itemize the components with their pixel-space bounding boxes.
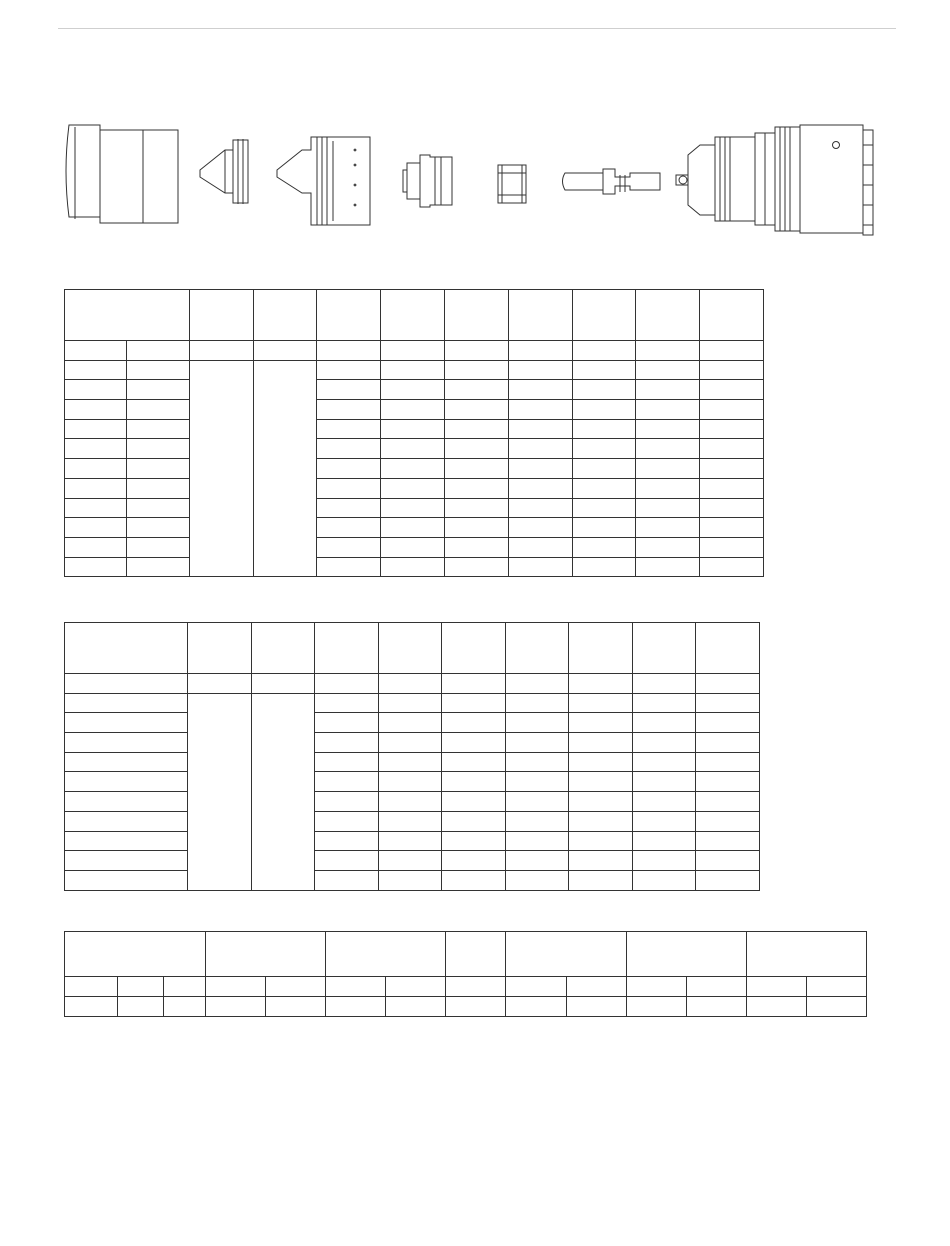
table-cell	[635, 518, 699, 538]
table-1-header-cell	[381, 290, 445, 341]
table-cell	[65, 360, 127, 380]
table-cell	[315, 870, 379, 890]
torch-parts-illustration	[55, 115, 930, 245]
table-cell	[379, 831, 442, 851]
table-cell	[386, 977, 446, 997]
table-cell	[127, 439, 190, 459]
table-cell	[445, 537, 508, 557]
table-cell	[127, 518, 190, 538]
table-cell	[508, 400, 572, 420]
table-2-header-cell	[633, 623, 696, 674]
table-cell	[381, 341, 445, 361]
table-row	[65, 439, 764, 459]
table-cell	[633, 792, 696, 812]
table-1-header-cell	[445, 290, 508, 341]
table-cell	[379, 693, 442, 713]
table-cell	[317, 439, 381, 459]
table-row	[65, 478, 764, 498]
table-cell	[508, 498, 572, 518]
data-table-3	[64, 931, 867, 1017]
table-3-header-cell	[626, 932, 746, 977]
table-3-header-cell	[746, 932, 866, 977]
table-cell	[699, 557, 763, 577]
table-cell	[569, 870, 633, 890]
table-cell	[572, 459, 635, 479]
table-3-header-cell	[65, 932, 206, 977]
table-cell	[572, 400, 635, 420]
table-cell	[315, 811, 379, 831]
table-cell	[699, 341, 763, 361]
table-merged-cell	[188, 693, 252, 890]
table-cell	[65, 977, 118, 997]
table-1-header-cell	[65, 290, 190, 341]
table-2-header-cell	[188, 623, 252, 674]
table-cell	[315, 851, 379, 871]
table-cell	[699, 498, 763, 518]
table-cell	[446, 977, 506, 997]
table-cell	[317, 459, 381, 479]
table-cell	[635, 498, 699, 518]
table-cell	[442, 831, 506, 851]
table-cell	[317, 478, 381, 498]
table-cell	[315, 693, 379, 713]
table-row	[65, 792, 760, 812]
table-cell	[806, 977, 866, 997]
table-cell	[508, 478, 572, 498]
table-cell	[317, 380, 381, 400]
table-cell	[118, 997, 164, 1017]
table-row	[65, 341, 764, 361]
table-row	[65, 498, 764, 518]
table-1-header-cell	[254, 290, 317, 341]
nozzle-with-cap-drawing	[277, 137, 370, 225]
table-cell	[326, 997, 386, 1017]
table-cell	[508, 518, 572, 538]
table-cell	[252, 674, 315, 694]
table-cell	[506, 772, 569, 792]
table-cell	[317, 557, 381, 577]
table-cell	[65, 752, 188, 772]
table-cell	[315, 674, 379, 694]
table-cell	[635, 341, 699, 361]
table-cell	[572, 478, 635, 498]
table-cell	[699, 439, 763, 459]
table-cell	[696, 713, 760, 733]
table-row	[65, 459, 764, 479]
table-cell	[127, 498, 190, 518]
table-3-header-cell	[326, 932, 446, 977]
table-cell	[127, 419, 190, 439]
table-cell	[445, 439, 508, 459]
table-cell	[317, 360, 381, 380]
table-cell	[506, 977, 566, 997]
table-cell	[633, 752, 696, 772]
table-cell	[572, 360, 635, 380]
table-cell	[381, 419, 445, 439]
table-cell	[566, 977, 626, 997]
table-cell	[206, 997, 266, 1017]
table-cell	[442, 870, 506, 890]
table-cell	[65, 419, 127, 439]
table-cell	[381, 518, 445, 538]
table-cell	[699, 478, 763, 498]
table-cell	[699, 518, 763, 538]
table-cell	[381, 459, 445, 479]
table-cell	[569, 831, 633, 851]
table-cell	[569, 674, 633, 694]
table-cell	[379, 772, 442, 792]
table-cell	[566, 997, 626, 1017]
table-cell	[442, 752, 506, 772]
table-cell	[127, 380, 190, 400]
table-cell	[445, 557, 508, 577]
nozzle-drawing	[403, 155, 452, 207]
table-cell	[572, 380, 635, 400]
table-cell	[127, 478, 190, 498]
table-3-header-cell	[506, 932, 626, 977]
electrode-drawing	[563, 169, 661, 194]
table-row	[65, 557, 764, 577]
table-cell	[699, 459, 763, 479]
table-subheader-row	[65, 977, 867, 997]
table-1-header-cell	[508, 290, 572, 341]
table-cell	[633, 733, 696, 753]
swirl-ring-drawing	[498, 165, 526, 203]
table-cell	[445, 380, 508, 400]
table-cell	[381, 380, 445, 400]
table-cell	[508, 557, 572, 577]
table-cell	[696, 693, 760, 713]
table-cell	[317, 537, 381, 557]
table-cell	[65, 831, 188, 851]
table-cell	[633, 693, 696, 713]
table-cell	[317, 419, 381, 439]
table-cell	[572, 557, 635, 577]
table-cell	[506, 851, 569, 871]
table-1-header-cell	[190, 290, 254, 341]
table-cell	[317, 400, 381, 420]
table-cell	[127, 341, 190, 361]
table-cell	[65, 459, 127, 479]
table-cell	[127, 400, 190, 420]
table-cell	[65, 400, 127, 420]
table-cell	[686, 977, 746, 997]
table-row	[65, 752, 760, 772]
table-2-header-cell	[379, 623, 442, 674]
table-row	[65, 811, 760, 831]
table-cell	[164, 977, 206, 997]
table-cell	[266, 997, 326, 1017]
table-cell	[445, 419, 508, 439]
table-cell	[635, 557, 699, 577]
table-cell	[254, 341, 317, 361]
table-cell	[65, 341, 127, 361]
table-cell	[508, 380, 572, 400]
table-cell	[65, 674, 188, 694]
table-cell	[506, 831, 569, 851]
table-cell	[445, 518, 508, 538]
table-cell	[381, 360, 445, 380]
table-cell	[381, 439, 445, 459]
table-cell	[317, 498, 381, 518]
table-cell	[699, 400, 763, 420]
table-2-header-cell	[696, 623, 760, 674]
table-cell	[572, 419, 635, 439]
table-cell	[445, 400, 508, 420]
table-row	[65, 360, 764, 380]
table-cell	[633, 772, 696, 792]
table-cell	[445, 498, 508, 518]
table-2-header-cell	[442, 623, 506, 674]
table-cell	[506, 674, 569, 694]
table-cell	[506, 713, 569, 733]
table-3-header-cell	[446, 932, 506, 977]
data-table-2	[64, 622, 760, 891]
table-cell	[127, 360, 190, 380]
table-2-header-cell	[569, 623, 633, 674]
table-cell	[442, 693, 506, 713]
table-cell	[699, 419, 763, 439]
table-cell	[188, 674, 252, 694]
table-cell	[635, 537, 699, 557]
table-cell	[696, 831, 760, 851]
table-cell	[569, 693, 633, 713]
header-rule	[58, 28, 896, 29]
table-cell	[696, 811, 760, 831]
table-row	[65, 997, 867, 1017]
table-row	[65, 713, 760, 733]
table-cell	[633, 811, 696, 831]
table-cell	[696, 733, 760, 753]
table-cell	[381, 498, 445, 518]
table-cell	[65, 811, 188, 831]
table-cell	[506, 792, 569, 812]
table-cell	[65, 713, 188, 733]
table-cell	[508, 360, 572, 380]
table-cell	[569, 713, 633, 733]
table-cell	[315, 733, 379, 753]
table-cell	[442, 674, 506, 694]
table-cell	[569, 811, 633, 831]
table-cell	[635, 400, 699, 420]
retaining-cap-drawing	[66, 125, 178, 223]
table-cell	[696, 772, 760, 792]
table-cell	[572, 537, 635, 557]
table-cell	[635, 360, 699, 380]
table-cell	[633, 674, 696, 694]
table-row	[65, 693, 760, 713]
table-cell	[696, 674, 760, 694]
table-row	[65, 400, 764, 420]
table-cell	[626, 977, 686, 997]
table-cell	[386, 997, 446, 1017]
table-2-header-cell	[252, 623, 315, 674]
data-table-1	[64, 289, 764, 577]
table-cell	[635, 419, 699, 439]
table-cell	[326, 977, 386, 997]
table-cell	[633, 851, 696, 871]
table-cell	[65, 851, 188, 871]
table-cell	[65, 733, 188, 753]
table-cell	[317, 518, 381, 538]
table-cell	[381, 400, 445, 420]
table-cell	[508, 341, 572, 361]
table-cell	[381, 537, 445, 557]
table-cell	[65, 693, 188, 713]
table-cell	[572, 498, 635, 518]
table-1-header-cell	[635, 290, 699, 341]
table-cell	[572, 341, 635, 361]
table-cell	[442, 772, 506, 792]
table-cell	[65, 772, 188, 792]
table-2-header-cell	[65, 623, 188, 674]
table-cell	[506, 693, 569, 713]
table-merged-cell	[190, 360, 254, 577]
table-cell	[65, 792, 188, 812]
table-cell	[569, 792, 633, 812]
table-cell	[806, 997, 866, 1017]
table-cell	[379, 752, 442, 772]
table-cell	[190, 341, 254, 361]
table-1-header-cell	[572, 290, 635, 341]
table-cell	[569, 752, 633, 772]
table-cell	[118, 977, 164, 997]
table-cell	[379, 792, 442, 812]
table-cell	[65, 380, 127, 400]
table-cell	[506, 752, 569, 772]
table-row	[65, 380, 764, 400]
table-row	[65, 851, 760, 871]
table-row	[65, 674, 760, 694]
torch-body-drawing	[676, 125, 873, 235]
table-cell	[445, 360, 508, 380]
table-cell	[699, 537, 763, 557]
table-cell	[508, 537, 572, 557]
table-2-header-cell	[506, 623, 569, 674]
table-cell	[633, 713, 696, 733]
table-cell	[506, 811, 569, 831]
table-cell	[569, 733, 633, 753]
table-cell	[315, 713, 379, 733]
table-cell	[127, 459, 190, 479]
table-cell	[442, 811, 506, 831]
table-cell	[696, 851, 760, 871]
table-cell	[65, 557, 127, 577]
table-cell	[315, 831, 379, 851]
table-cell	[442, 733, 506, 753]
table-cell	[635, 380, 699, 400]
table-row	[65, 772, 760, 792]
table-1-header-cell	[317, 290, 381, 341]
table-cell	[572, 518, 635, 538]
table-row	[65, 870, 760, 890]
table-1-header-cell	[699, 290, 763, 341]
table-3-header-cell	[206, 932, 326, 977]
table-cell	[266, 977, 326, 997]
table-cell	[506, 733, 569, 753]
table-cell	[506, 997, 566, 1017]
table-cell	[446, 997, 506, 1017]
table-cell	[572, 439, 635, 459]
table-cell	[315, 752, 379, 772]
table-cell	[635, 459, 699, 479]
table-cell	[127, 537, 190, 557]
table-cell	[746, 977, 806, 997]
table-cell	[315, 772, 379, 792]
table-cell	[569, 851, 633, 871]
table-cell	[65, 478, 127, 498]
table-row	[65, 733, 760, 753]
table-cell	[696, 752, 760, 772]
table-cell	[445, 341, 508, 361]
table-row	[65, 537, 764, 557]
table-cell	[381, 557, 445, 577]
table-cell	[442, 851, 506, 871]
table-cell	[506, 870, 569, 890]
table-cell	[445, 459, 508, 479]
table-cell	[635, 439, 699, 459]
table-row	[65, 419, 764, 439]
table-cell	[699, 360, 763, 380]
table-cell	[379, 870, 442, 890]
table-cell	[626, 997, 686, 1017]
table-cell	[379, 713, 442, 733]
table-cell	[379, 733, 442, 753]
table-cell	[379, 851, 442, 871]
table-cell	[379, 811, 442, 831]
table-cell	[164, 997, 206, 1017]
table-cell	[686, 997, 746, 1017]
table-cell	[65, 870, 188, 890]
table-cell	[635, 478, 699, 498]
table-cell	[206, 977, 266, 997]
table-cell	[633, 870, 696, 890]
table-cell	[569, 772, 633, 792]
table-cell	[696, 792, 760, 812]
table-cell	[65, 537, 127, 557]
table-cell	[317, 341, 381, 361]
table-row	[65, 518, 764, 538]
table-cell	[65, 997, 118, 1017]
table-cell	[379, 674, 442, 694]
table-cell	[699, 380, 763, 400]
table-cell	[442, 792, 506, 812]
table-cell	[696, 870, 760, 890]
table-cell	[508, 419, 572, 439]
table-merged-cell	[254, 360, 317, 577]
outer-shield-drawing	[200, 139, 248, 204]
table-cell	[65, 518, 127, 538]
table-cell	[508, 459, 572, 479]
table-cell	[381, 478, 445, 498]
table-cell	[65, 439, 127, 459]
table-cell	[127, 557, 190, 577]
table-2-header-cell	[315, 623, 379, 674]
table-cell	[65, 498, 127, 518]
table-cell	[633, 831, 696, 851]
table-cell	[442, 713, 506, 733]
table-cell	[508, 439, 572, 459]
table-cell	[445, 478, 508, 498]
table-cell	[746, 997, 806, 1017]
table-merged-cell	[252, 693, 315, 890]
table-cell	[315, 792, 379, 812]
table-row	[65, 831, 760, 851]
